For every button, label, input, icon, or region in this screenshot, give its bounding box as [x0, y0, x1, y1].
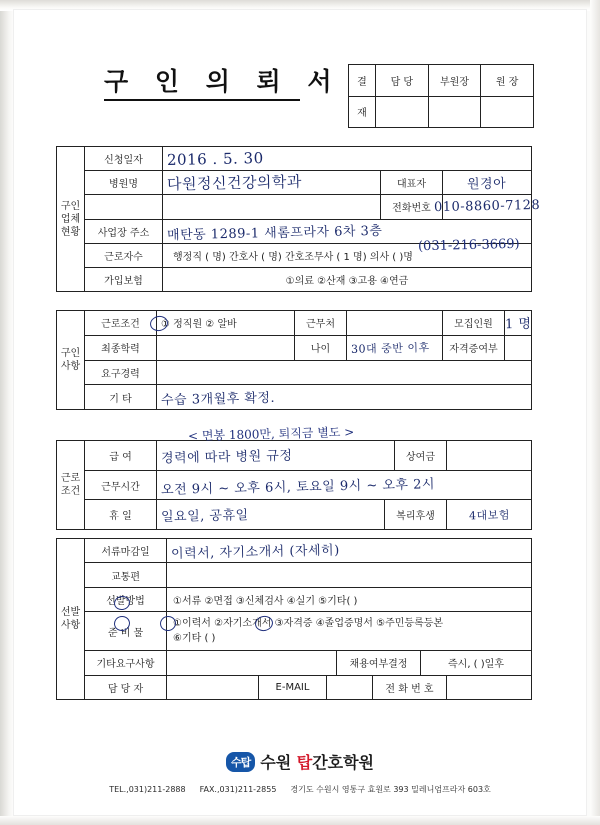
logo-text-accent: 탑: [296, 753, 313, 772]
handwriting-address-phone: (031-216-3669): [417, 236, 520, 255]
value-etc-2[interactable]: 수습 3개월후 확정.: [160, 390, 276, 408]
row-education: [85, 336, 531, 361]
value-email[interactable]: [327, 676, 373, 699]
approval-sign-0[interactable]: [376, 97, 429, 128]
approval-header-row: [376, 65, 533, 97]
value-contact-person[interactable]: [167, 676, 259, 699]
row-application-date: [85, 147, 531, 171]
label-contact-phone: 전 화 번 호: [373, 676, 447, 699]
value-hire-decision[interactable]: 즉시, ( )일후: [448, 659, 504, 671]
label-other-requests: 기타요구사항: [85, 651, 167, 674]
row-contact: [85, 676, 531, 699]
label-experience: 요구경력: [85, 361, 157, 385]
value-work-condition[interactable]: ① 정직원 ② 알바: [157, 311, 295, 335]
logo-text: [260, 750, 374, 773]
label-hospital-name: 병원명: [85, 171, 163, 194]
page-edge-left: [0, 0, 15, 825]
value-transport[interactable]: [167, 563, 531, 586]
section4-side-label: 선발사항: [57, 539, 85, 699]
label-employee-count: 근로자수: [85, 244, 163, 267]
label-phone: 전화번호: [381, 195, 443, 218]
label-blank-1: [85, 195, 163, 218]
row-hospital-name: [85, 171, 531, 195]
row-documents: [85, 612, 531, 651]
approval-col-2: 원 장: [495, 76, 519, 88]
label-education: 최종학력: [85, 336, 157, 360]
value-documents[interactable]: [167, 612, 531, 650]
section1-side-label: 구인업체현황: [57, 147, 85, 291]
section3-side-label: 근로조건: [57, 441, 85, 529]
documents-line-2: ⑥기타 ( ): [173, 633, 216, 645]
section-work-conditions: [56, 440, 532, 530]
logo-badge-icon: 수탑: [226, 752, 255, 772]
label-deadline: 서류마감일: [85, 539, 167, 562]
approval-sign-2[interactable]: [481, 97, 533, 128]
value-employee-count[interactable]: 행정직 ( 명) 간호사 ( 명) 간호조무사 ( 1 명) 의사 ( )명: [173, 251, 413, 263]
logo-text-suffix: 간호학원: [312, 753, 375, 772]
label-work-condition: 근로조건: [85, 311, 157, 335]
handwriting-salary-note: < 면봉 1800만, 퇴직금 별도 >: [187, 424, 355, 444]
page-edge-right: [590, 0, 600, 825]
row-holiday: [85, 500, 531, 529]
footer-fax: FAX.,031)211-2855: [199, 785, 277, 794]
value-address[interactable]: 매탄동 1289-1 새롬프라자 6차 3층: [166, 223, 383, 243]
value-insurance[interactable]: ①의료 ②산재 ③고용 ④연금: [285, 275, 409, 287]
section3-rows: [85, 441, 531, 529]
label-etc-2: 기 타: [85, 385, 157, 409]
footer-contact-line: [0, 784, 600, 795]
value-education[interactable]: [157, 336, 295, 360]
row-selection-method: [85, 588, 531, 612]
page-edge-bottom: [0, 816, 600, 825]
row-experience: [85, 361, 531, 386]
section2-side-label: 구인사항: [57, 311, 85, 409]
row-salary: [85, 441, 531, 471]
label-certificate: 자격증여부: [443, 336, 505, 360]
value-work-hours[interactable]: 오전 9시 ~ 오후 6시, 토요일 9시 ~ 오후 2시: [160, 476, 436, 498]
approval-sign-1[interactable]: [429, 97, 482, 128]
label-holiday: 휴 일: [85, 500, 157, 529]
footer-logo: [0, 750, 600, 773]
footer-address: 경기도 수원시 영통구 효원로 393 밀레니엄프라자 603호: [290, 785, 491, 794]
value-selection-method[interactable]: ①서류 ②면접 ③신체검사 ④실기 ⑤기타( ): [173, 596, 358, 608]
label-bonus: 상여금: [395, 441, 447, 470]
approval-col-0: 담 당: [376, 65, 429, 96]
row-other-requests: [85, 651, 531, 675]
label-representative: 대표자: [381, 171, 443, 194]
label-contact-person: 담 당 자: [85, 676, 167, 699]
approval-box: [348, 64, 534, 128]
title-underline: [104, 99, 300, 101]
value-holiday[interactable]: 일요일, 공휴일: [157, 500, 385, 529]
label-salary: 급 여: [85, 441, 157, 470]
value-workplace[interactable]: [347, 311, 443, 335]
row-phone: [85, 195, 541, 219]
footer-tel: TEL.,031)211-2888: [109, 785, 186, 794]
section1-rows: [85, 147, 541, 291]
value-blank-1[interactable]: [163, 195, 381, 218]
approval-label-1: 재: [357, 108, 367, 120]
value-application-date[interactable]: 2016 . 5. 30: [166, 148, 264, 169]
label-welfare: 복리후생: [385, 500, 447, 529]
value-salary[interactable]: 경력에 따라 병원 규정: [157, 441, 395, 470]
label-transport: 교통편: [85, 563, 167, 586]
label-hire-decision: 채용여부결정: [337, 651, 421, 674]
value-representative[interactable]: 원경아: [467, 176, 507, 193]
value-hospital-name[interactable]: 다원정신건강의학과: [163, 171, 381, 194]
value-age[interactable]: 30대 중반 이후: [347, 336, 443, 360]
value-phone[interactable]: 010-8860-7128: [433, 198, 541, 216]
label-work-hours: 근무시간: [85, 471, 157, 500]
value-other-requests[interactable]: [167, 651, 337, 674]
approval-col-1: 부원장: [429, 65, 482, 96]
row-transport: [85, 563, 531, 587]
label-application-date: 신청일자: [85, 147, 163, 170]
value-experience[interactable]: [157, 361, 531, 385]
label-email: E-MAIL: [259, 676, 327, 699]
row-etc-2: [85, 385, 531, 409]
logo-text-prefix: 수원: [260, 753, 297, 772]
approval-label-0: 결: [349, 65, 375, 97]
label-age: 나이: [295, 336, 347, 360]
approval-sign-row[interactable]: [376, 97, 533, 128]
section-employer-status: [56, 146, 541, 292]
documents-line-1: ①이력서 ②자기소개서 ③자격증 ④졸업증명서 ⑤주민등록등본: [173, 618, 444, 630]
value-deadline[interactable]: 이력서, 자기소개서 (자세히): [170, 543, 340, 562]
row-insurance: [85, 268, 531, 291]
row-deadline: [85, 539, 531, 563]
row-work-hours: [85, 471, 531, 501]
approval-side-labels: [349, 65, 376, 127]
page-title: 구 인 의 뢰 서: [104, 67, 341, 96]
value-contact-phone[interactable]: [447, 676, 531, 699]
value-recruit-count[interactable]: 1 명: [504, 317, 532, 333]
label-insurance: 가입보험: [85, 268, 163, 291]
label-workplace: 근무처: [295, 311, 347, 335]
label-recruit-count: 모집인원: [443, 311, 505, 335]
value-welfare[interactable]: 4대보험: [468, 508, 510, 523]
label-documents: 준 비 물: [85, 612, 167, 650]
label-address: 사업장 주소: [85, 220, 163, 243]
section-recruitment-details: [56, 310, 532, 410]
label-selection-method: 선발방법: [85, 588, 167, 611]
value-certificate[interactable]: [505, 336, 531, 360]
approval-grid: [376, 65, 533, 127]
value-bonus[interactable]: [447, 441, 531, 470]
section4-rows: [85, 539, 531, 699]
